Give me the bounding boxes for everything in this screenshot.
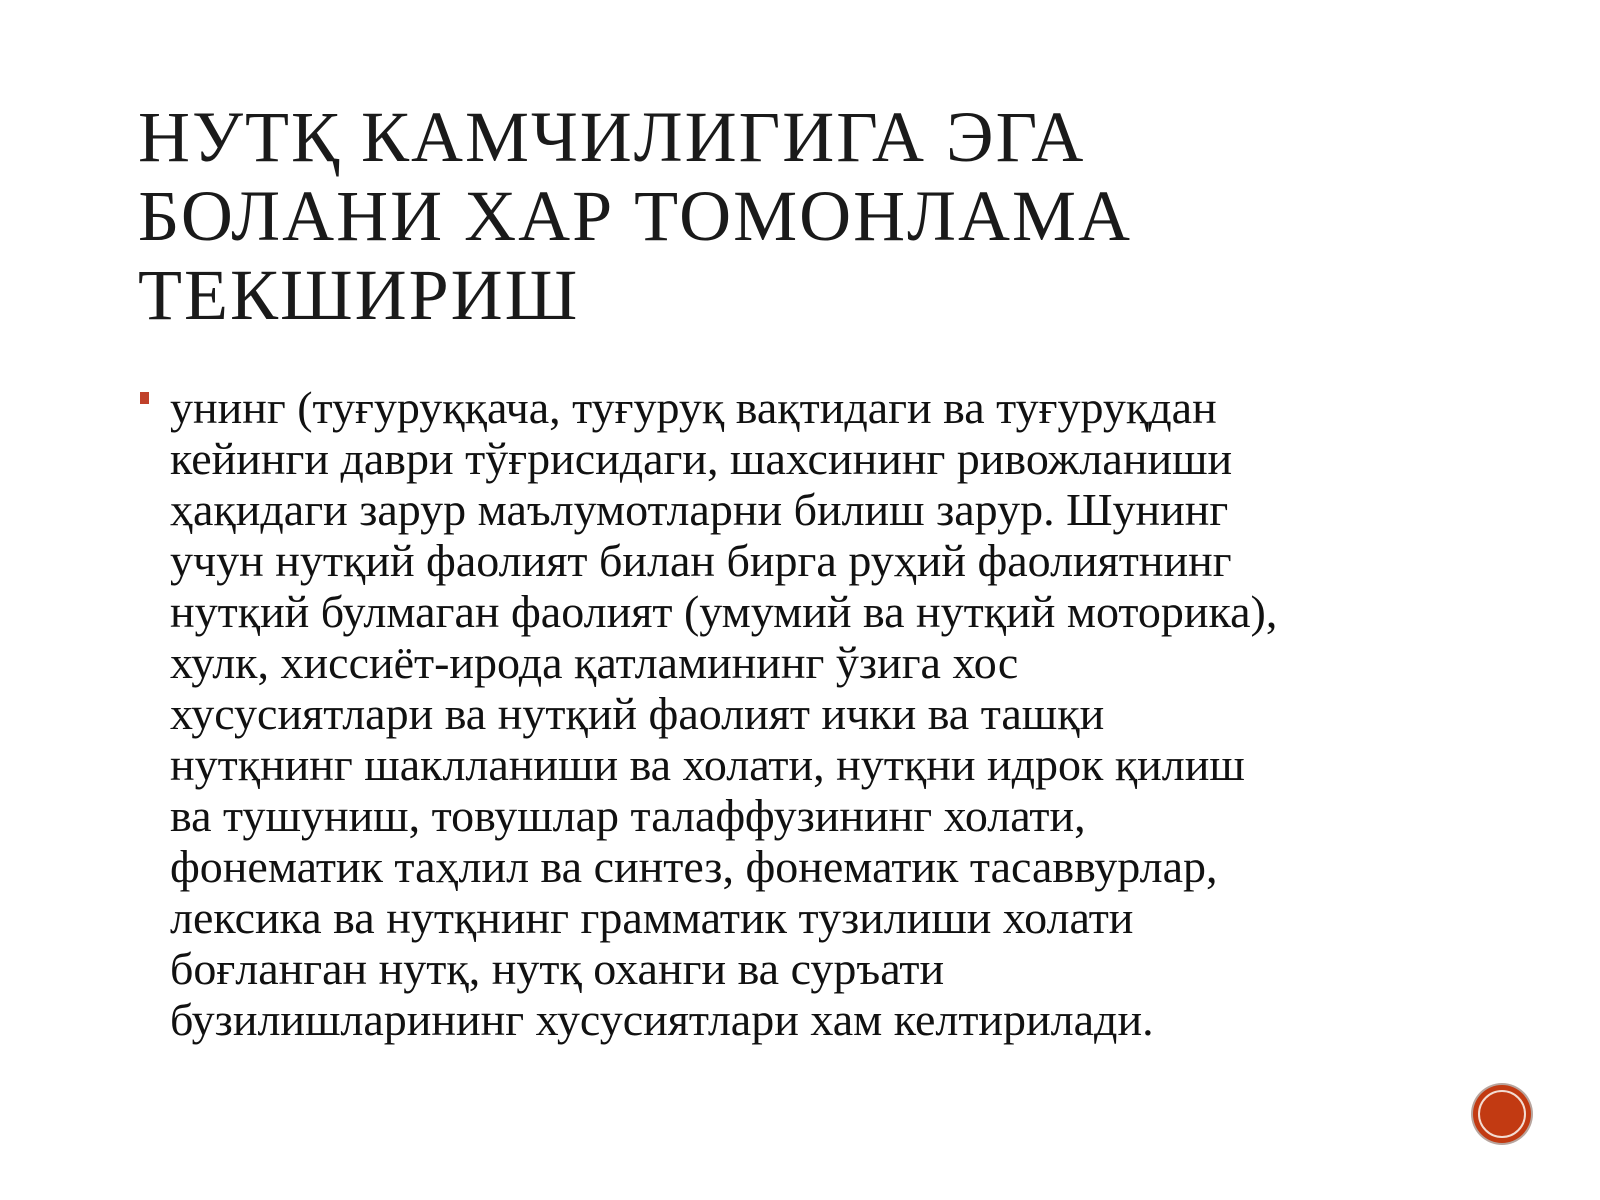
square-bullet-icon bbox=[140, 392, 149, 404]
slide-nav-button[interactable] bbox=[1470, 1082, 1534, 1146]
body-line: нутқий булмаган фаолият (умумий ва нутқий моторика), bbox=[170, 586, 1278, 637]
circle-nav-icon bbox=[1470, 1082, 1534, 1146]
body-line: хулк, хиссиёт-ирода қатламининг ўзига хос bbox=[170, 637, 1019, 688]
body-line: нутқнинг шаклланиши ва холати, нутқни идрок қилиш bbox=[170, 739, 1245, 790]
body-paragraph bbox=[170, 382, 1480, 1045]
slide-title bbox=[138, 98, 1438, 335]
body-line: фонематик таҳлил ва синтез, фонематик тасаввурлар, bbox=[170, 841, 1218, 892]
body-line: ва тушуниш, товушлар талаффузининг холати, bbox=[170, 790, 1086, 841]
slide-body bbox=[140, 382, 1480, 1045]
body-line: хусусиятлари ва нутқий фаолият ички ва ташқи bbox=[170, 688, 1105, 739]
body-line: боғланган нутқ, нутқ оханги ва суръати bbox=[170, 943, 945, 994]
title-line: НУТҚ КАМЧИЛИГИГА ЭГА bbox=[138, 97, 1086, 177]
body-line: лексика ва нутқнинг грамматик тузилиши холати bbox=[170, 892, 1134, 943]
body-line: ҳақидаги зарур маълумотларни билиш зарур. Шунинг bbox=[170, 484, 1229, 535]
body-line: бузилишларининг хусусиятлари хам келтирилади. bbox=[170, 994, 1154, 1045]
title-line: БОЛАНИ ХАР ТОМОНЛАМА bbox=[138, 176, 1132, 256]
body-line: учун нутқий фаолият билан бирга руҳий фаолиятнинг bbox=[170, 535, 1232, 586]
body-line: унинг (туғуруққача, туғуруқ вақтидаги ва туғуруқдан bbox=[170, 382, 1217, 433]
body-line: кейинги даври тўғрисидаги, шахсининг ривожланиши bbox=[170, 433, 1233, 484]
title-line: ТЕКШИРИШ bbox=[138, 255, 580, 335]
